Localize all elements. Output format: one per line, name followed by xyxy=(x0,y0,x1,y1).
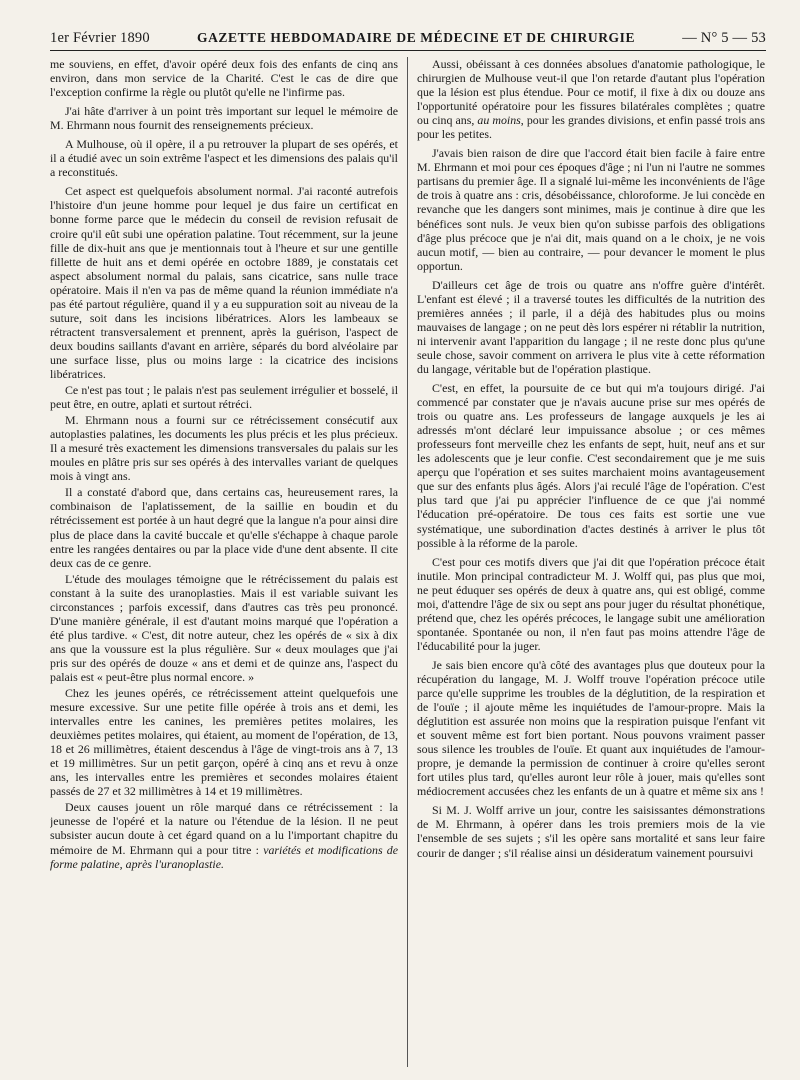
paragraph: Ce n'est pas tout ; le palais n'est pas seulement irrégulier et bosselé, il peut être, en outre, aplati et surtout rétréci. xyxy=(50,383,398,412)
running-header xyxy=(50,30,766,51)
paragraph: D'ailleurs cet âge de trois ou quatre ans n'offre guère d'intérêt. L'enfant est élevé ; il a traversé toutes les difficultés de la nutrition des premières années ; il parle, il a déjà des habitudes plus ou moins mauvaises de langage ; on ne peut dès lors espérer ni rétablir la nutrition, ni intervenir avant l'apparition du langage ; il ne reste donc plus qu'une seule chose, savoir comment on arrivera le plus vite à cette réformation du langage, véritable but de l'opération plastique. xyxy=(417,277,765,376)
paragraph: L'étude des moulages témoigne que le rétrécissement du palais est constant à la suite des uranoplasties. Mais il est variable suivant les circonstances ; parfois excessif, dans d'autres cas très peu prononcé. D'une manière générale, il est d'autant moins marqué que l'opération a été plus tardive. « C'est, dit notre auteur, chez les opérés de « six à dix ans que la voussure est la plus régulière. Sur « deux moulages que j'ai pris sur des opérés de douze « ans et demi et de quinze ans, l'aspect du palais est « peut-être plus normal encore. » xyxy=(50,571,398,684)
journal-title: GAZETTE HEBDOMADAIRE DE MÉDECINE ET DE CHIRURGIE xyxy=(196,30,636,45)
paragraph: me souviens, en effet, d'avoir opéré deux fois des enfants de cinq ans environ, dans mon service de la Charité. C'est le cas de dire que l'exception confirme la règle ou plutôt qu'elle ne l'infirme pas. xyxy=(50,57,398,100)
left-column xyxy=(50,57,407,1067)
paragraph: A Mulhouse, où il opère, il a pu retrouver la plupart de ses opérés, et il a étudié avec un soin extrême l'aspect et les dimensions des palais qu'il a reconstitués. xyxy=(50,137,398,180)
paragraph: Il a constaté d'abord que, dans certains cas, heureusement rares, la combinaison de l'aplatissement, de la saillie en boudin et du rétrécissement est portée à un haut degré que la langue n'a pour ainsi dire plus de place dans la cavité buccale et qu'elle s'échappe à chaque parole entre les rangées dentaires ou par la place vide d'une dent absente. Il cite deux cas de ce genre. xyxy=(50,485,398,570)
paragraph: C'est pour ces motifs divers que j'ai dit que l'opération précoce était inutile. Mon principal contradicteur M. J. Wolff qui, pas plus que moi, ne peut éduquer ses opérés de deux à quatre ans, qui est obligé, comme moi, d'attendre l'âge de six ou sept ans pour juger du résultat phonétique, prétend que, chez les opérés précoces, le langage subit une amélioration spontanée. Spontanée ou non, il n'en faut pas moins attendre l'âge de l'éducabilité pour la juger. xyxy=(417,554,765,653)
page-number: — N° 5 — 53 xyxy=(682,30,766,46)
paragraph-text: Aussi, obéissant à ces données absolues d'anatomie pathologique, le chirurgien de Mulhouse veut-il que l'on retarde d'autant plus l'opération que la lésion est plus étendue. Pour ce motif, il fixe à dix ou douze ans l'opportunité opératoire pour les fissures bilatérales complètes ; quatre ou cinq ans, xyxy=(417,57,765,128)
paragraph: Si M. J. Wolff arrive un jour, contre les saisissantes démonstrations de M. Ehrmann, à opérer dans les trois premiers mois de la vie l'ensemble de ses sujets ; s'il les opère sans mortalité et sans leur faire courir de danger ; s'il réalise ainsi un désideratum vainement poursuivi xyxy=(417,803,765,860)
paragraph: J'ai hâte d'arriver à un point très important sur lequel le mémoire de M. Ehrmann nous fournit des renseignements précieux. xyxy=(50,104,398,133)
paragraph xyxy=(417,57,765,141)
paragraph: Chez les jeunes opérés, ce rétrécissement atteint quelquefois une mesure excessive. Sur une petite fille opérée à trois ans et demi, les intervalles entre les canines, les premières petites molaires, les deuxièmes petites molaires, qui étaient, au moment de l'opération, de 13, 18 et 26 millimètres, étaient descendus à l'âge de vingt-trois ans à 7, 13 et 19 millimètres. Sur un petit garçon, opéré à cinq ans et revu à onze ans, les intervalles entre les premières et secondes molaires étaient passés de 27 et 32 millimètres à 14 et 19 millimètres. xyxy=(50,686,398,799)
paragraph xyxy=(50,800,398,870)
chapter-title: variétés et modifications de forme palatine, après l'uranoplastie. xyxy=(50,842,398,871)
paragraph: M. Ehrmann nous a fourni sur ce rétrécissement consécutif aux autoplasties palatines, les documents les plus précis et les plus précieux. Il a mesuré très exactement les dimensions transversales du palais sur les moules en plâtre pris sur ses opérés à des intervalles variant de quelques mois à vingt ans. xyxy=(50,413,398,484)
issue-date: 1er Février 1890 xyxy=(50,30,150,46)
right-column xyxy=(407,57,765,1067)
paragraph: C'est, en effet, la poursuite de ce but qui m'a toujours dirigé. J'ai commencé par constater que je n'avais aucune prise sur mes opérés de trois ou quatre ans. Les professeurs de langage auxquels je les ai adressés m'ont déclaré leur impuissance absolue ; or ces mêmes professeurs font merveille chez les enfants de sept, huit, neuf ans et sur les adolescents que je leur confie. C'est secondairement que je me suis aperçu que l'opération et ses suites marchaient moins avantageusement que sur des enfants plus âgés. Alors j'ai reculé l'âge de l'opération. C'est plus tard que j'ai pu apprécier l'influence de ce que j'ai nommé l'éducation pré-opératoire. De tous ces faits est sortie une vue systématique, une subordination d'actes destinés à arriver le plus tôt possible à la réforme de la parole. xyxy=(417,381,765,550)
paragraph-text: Deux causes jouent un rôle marqué dans ce rétrécissement : la jeunesse de l'opéré et la nature ou l'étendue de la lésion. Il ne peut subsister aucun doute à cet égard quand on a lu l'important chapitre du mémoire de M. Ehrmann qui a pour titre : xyxy=(50,800,398,857)
text-columns xyxy=(50,57,766,1067)
paragraph: J'avais bien raison de dire que l'accord était bien facile à faire entre M. Ehrmann et moi pour ces époques d'âge ; ni l'un ni l'autre ne sommes partisans du premier âge. Il a signalé lui-même les inconvénients de l'âge de trois à quatre ans : cris, désobéissance, chloroforme. Je lui concède en revanche que les dangers sont minimes, mais je continue à dire que les bénéfices sont nuls. Je veux bien qu'on subisse parfois des obligations d'âge plus précoce que je n'ai dit, mais quand on a le choix, je ne vois aucun motif, — bien au contraire, — pour devancer le moment le plus opportun. xyxy=(417,146,765,273)
paragraph: Je sais bien encore qu'à côté des avantages plus que douteux pour la récupération du langage, M. J. Wolff trouve l'opération précoce utile parce qu'elle supprime les troubles de la déglutition, de la respiration et de l'ouïe ; il ajoute même les inquiétudes de l'amour-propre. Mais la déglutition est assurée non moins que la respiration puisque l'enfant vit et souvent même est fort bien portant. Nous pouvons vraiment passer sous silence les troubles de l'ouïe. Et quant aux inquiétudes de l'amour-propre, je demande la permission de continuer à croire qu'elles seront fort utiles plus tard, qu'elles auront leur rôle à jouer, mais qu'elles sont médiocrement accusées chez les enfants de un à quatre et même six ans ! xyxy=(417,657,765,799)
paragraph-text: , pour les grandes divisions, et enfin passé trois ans pour les petites. xyxy=(417,113,766,142)
emphasis-text: au moins xyxy=(477,113,521,128)
paragraph: Cet aspect est quelquefois absolument normal. J'ai raconté autrefois l'histoire d'un jeune homme pour lequel je dus faire un certificat en bonne forme parce que le médecin du conseil de revision refusait de croire qu'il eût subi une opération palatine. Tout récemment, sur la jeune fille de dix-huit ans que je mentionnais tout à l'heure et sur une gentille fillette de huit ans et demi opérée en octobre 1889, je constatais cet aspect absolument normal du palais, sans cicatrice, sans nulle trace opératoire. Mais il n'en va pas de même quand la réunion immédiate n'a pas été partout régulière, quand il y a eu suppuration soit au niveau de la suture, soit dans les incisions libératrices. Alors les lambeaux se rétractent transversalement et prennent, après la guérison, l'aspect de deux boudins saillants d'avant en arrière, séparés du bord alvéolaire par une surface lisse, plus ou moins large : la cicatrice des incisions libératrices. xyxy=(50,184,398,381)
